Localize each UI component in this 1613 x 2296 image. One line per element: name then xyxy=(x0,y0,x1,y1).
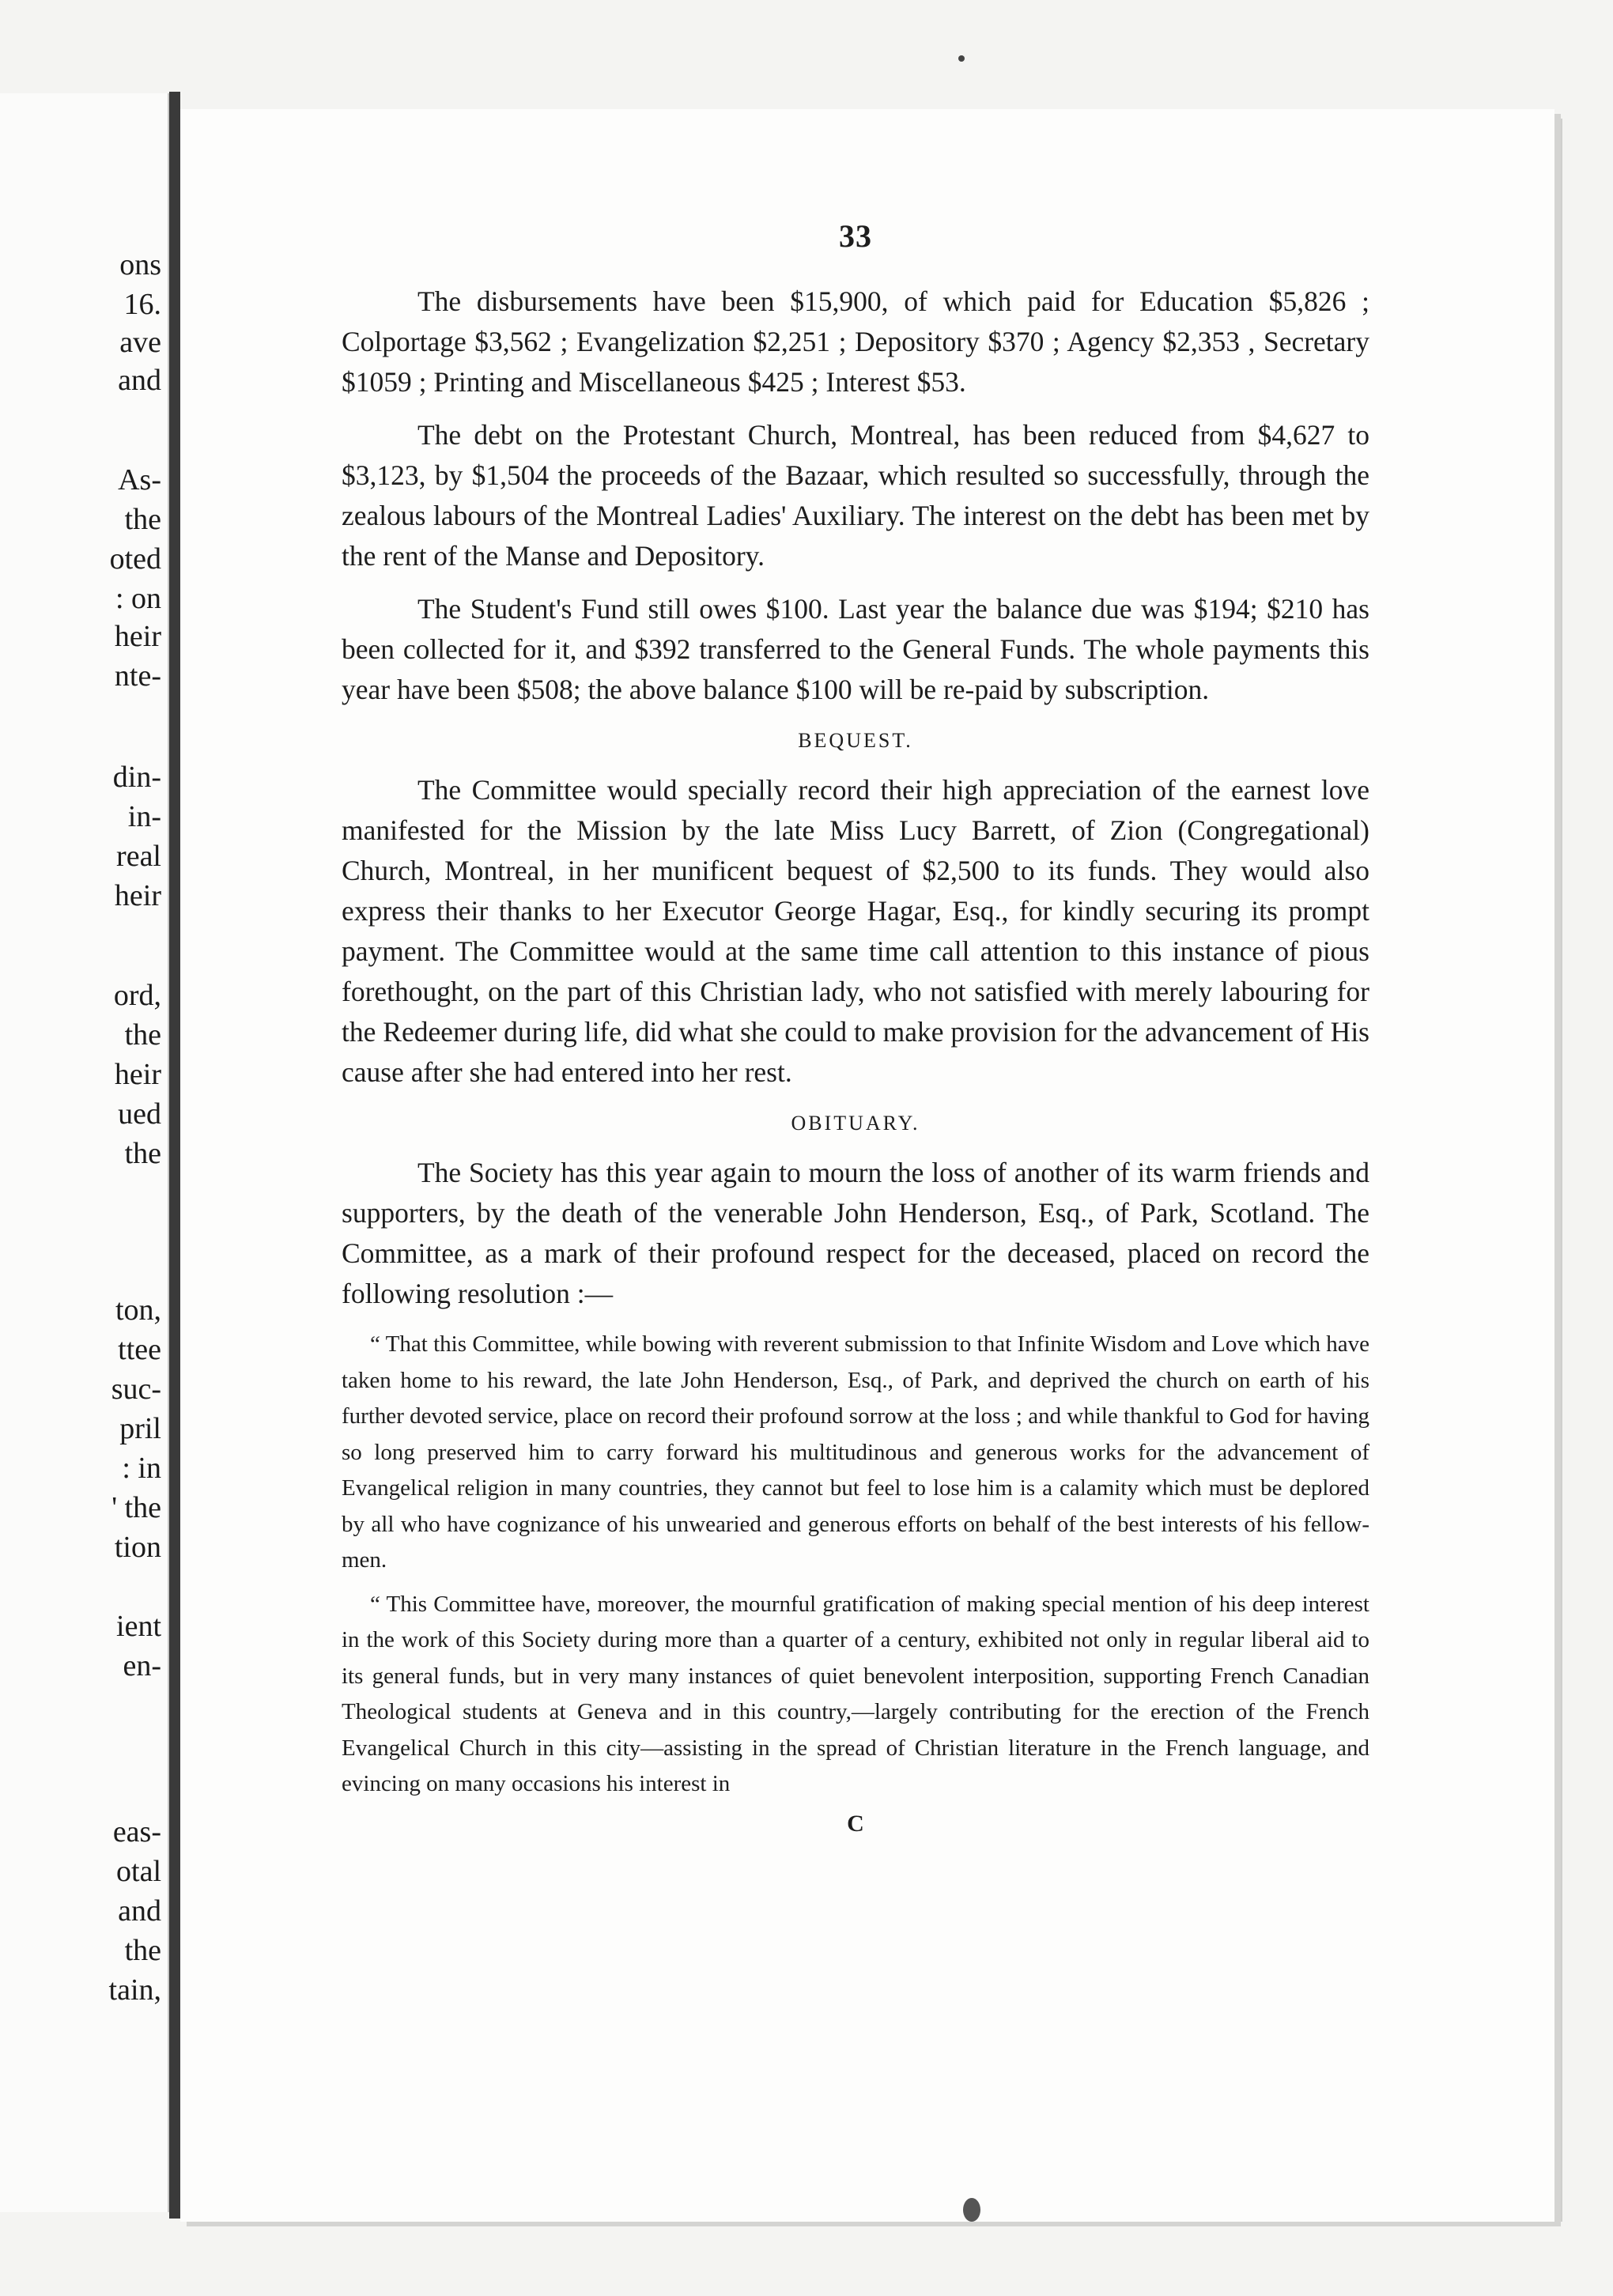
page-text-block xyxy=(342,217,1369,1837)
disbursements-paragraph: The disbursements have been $15,900, of which paid for Education $5,826 ; Colportage $3,562 ; Evangelization $2,251 ; Depository $370 ; Agency $2,353 , Secretary $1059 ; Printing and Miscellaneous $425 ; Interest $53. xyxy=(342,285,1369,398)
facing-page-fragment xyxy=(0,93,170,2212)
scan-speck xyxy=(958,55,965,62)
left-fragment: : in xyxy=(122,1452,161,1485)
left-fragment: the xyxy=(124,1018,161,1052)
resolution-quote-1: “ That this Committee, while bowing with reverent submission to that Infinite Wisdom and Love which have taken home to his reward, the late John Henderson, Esq., of Park, and deprived the church on earth of his further devoted service, place on record their profound sorrow at the loss ; and while thankful to God for having so long preserved him to carry forward his multitudinous and generous works for the advancement of Evangelical religion in many countries, they cannot but feel to lose him is a calamity which must be deplored by all who have cognizance of his unwearied and generous efforts on behalf of the best interests of his fellow-men. xyxy=(342,1331,1369,1573)
left-fragment: the xyxy=(124,503,161,536)
left-fragment: real xyxy=(116,840,161,873)
book-binding-gutter xyxy=(169,92,180,2219)
left-fragment: ave xyxy=(119,326,161,359)
left-fragment: eas- xyxy=(112,1815,161,1849)
student-fund-paragraph: The Student's Fund still owes $100. Last year the balance due was $194; $210 has been collected for it, and $392 transferred to the General Funds. The whole payments this year have been $508; the above balance $100 will be re-paid by subscription. xyxy=(342,593,1369,705)
left-fragment: 16. xyxy=(123,288,161,321)
left-fragment: tion xyxy=(114,1531,161,1564)
left-fragment: and xyxy=(118,364,161,397)
left-fragment: oted xyxy=(109,542,161,576)
left-fragment: en- xyxy=(123,1649,161,1682)
left-fragment: nte- xyxy=(114,659,161,693)
bequest-heading: BEQUEST. xyxy=(798,729,913,752)
resolution-quote-2: “ This Committee have, moreover, the mournful gratification of making special mention of his deep interest in the work of this Society during more than a quarter of a century, exhibited not only in regular liberal aid to its general funds, but in very many instances of quiet benevolent interposition, supporting French Canadian Theological students at Geneva and in this country,—largely contributing for the erection of the French Evangelical Church in this city—assisting in the spread of Christian literature in the French language, and evincing on many occasions his interest in xyxy=(342,1591,1369,1796)
left-fragment: ttee xyxy=(118,1333,161,1366)
left-fragment: otal xyxy=(116,1855,161,1888)
left-fragment: ord, xyxy=(113,979,161,1012)
left-fragment: heir xyxy=(114,620,161,653)
left-fragment: in- xyxy=(127,800,161,833)
left-fragment: ons xyxy=(119,248,161,281)
left-fragment: heir xyxy=(114,879,161,912)
left-fragment: suc- xyxy=(111,1373,161,1406)
left-fragment: pril xyxy=(119,1412,161,1445)
left-fragment: As- xyxy=(118,463,161,497)
left-fragment: heir xyxy=(114,1058,161,1091)
left-fragment: : on xyxy=(115,582,161,615)
page-number: 33 xyxy=(839,218,872,254)
bequest-paragraph: The Committee would specially record their high appreciation of the earnest love manifested for the Mission by the late Miss Lucy Barrett, of Zion (Congregational) Church, Montreal, in her munificent bequest of $2,500 to its funds. They would also express their thanks to her Executor George Hagar, Esq., for kindly securing its prompt payment. The Committee would at the same time call attention to this instance of pious forethought, on the part of this Christian lady, who not satisfied with merely labouring for the Redeemer during life, did what she could to make provision for the advancement of His cause after she had entered into her rest. xyxy=(342,774,1369,1088)
signature-mark: C xyxy=(847,1810,864,1837)
scan-speck xyxy=(963,2198,980,2222)
obituary-paragraph: The Society has this year again to mourn the loss of another of its warm friends and supporters, by the death of the venerable John Henderson, Esq., of Park, Scotland. The Committee, as a mark of their profound respect for the deceased, placed on record the following resolution :— xyxy=(342,1157,1369,1309)
left-fragment: ton, xyxy=(115,1293,161,1327)
page-edge-shadow xyxy=(1554,119,1562,2222)
left-fragment: the xyxy=(124,1137,161,1170)
left-fragment: and xyxy=(118,1894,161,1928)
left-fragment: ient xyxy=(116,1610,161,1643)
obituary-heading: OBITUARY. xyxy=(791,1112,920,1135)
left-fragment: ' the xyxy=(111,1491,161,1524)
left-fragment: ued xyxy=(118,1097,161,1131)
church-debt-paragraph: The debt on the Protestant Church, Montreal, has been reduced from $4,627 to $3,123, by $1,504 the proceeds of the Bazaar, which resulted so successfully, through the zealous labours of the Montreal Ladies' Auxiliary. The interest on the debt has been met by the rent of the Manse and Depository. xyxy=(342,419,1369,572)
left-fragment: the xyxy=(124,1934,161,1967)
left-fragment: din- xyxy=(112,761,161,794)
left-fragment: tain, xyxy=(108,1973,161,2007)
